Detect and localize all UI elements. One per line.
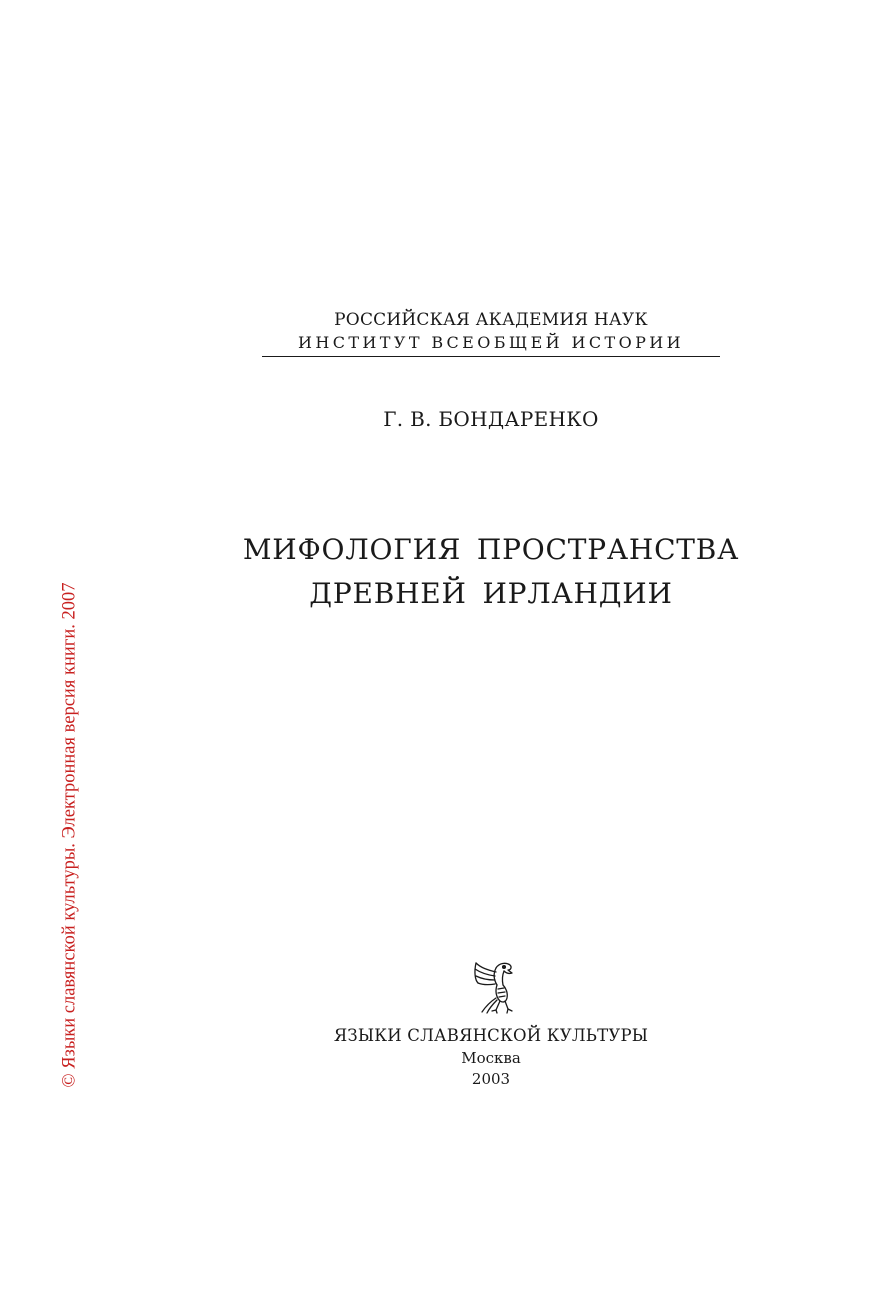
institute-name: ИНСТИТУТ ВСЕОБЩЕЙ ИСТОРИИ: [298, 333, 684, 352]
academy-name: РОССИЙСКАЯ АКАДЕМИЯ НАУК: [334, 310, 648, 330]
author-name: Г. В. БОНДАРЕНКО: [383, 407, 599, 431]
publisher-name: ЯЗЫКИ СЛАВЯНСКОЙ КУЛЬТУРЫ: [333, 1026, 649, 1045]
book-title-line-1: МИФОЛОГИЯ ПРОСТРАНСТВА: [242, 533, 740, 566]
book-title: [230, 528, 752, 616]
institution-header: [262, 308, 720, 354]
book-title-line-2: ДРЕВНЕЙ ИРЛАНДИИ: [309, 577, 673, 610]
griffin-logo-icon: [466, 958, 518, 1014]
publisher-info: [262, 1024, 720, 1090]
publication-year: 2003: [471, 1070, 511, 1088]
header-divider: [262, 356, 720, 357]
publication-city: Москва: [461, 1049, 521, 1067]
copyright-notice: © Языки славянской культуры. Электронная версия книги. 2007: [59, 582, 80, 1088]
